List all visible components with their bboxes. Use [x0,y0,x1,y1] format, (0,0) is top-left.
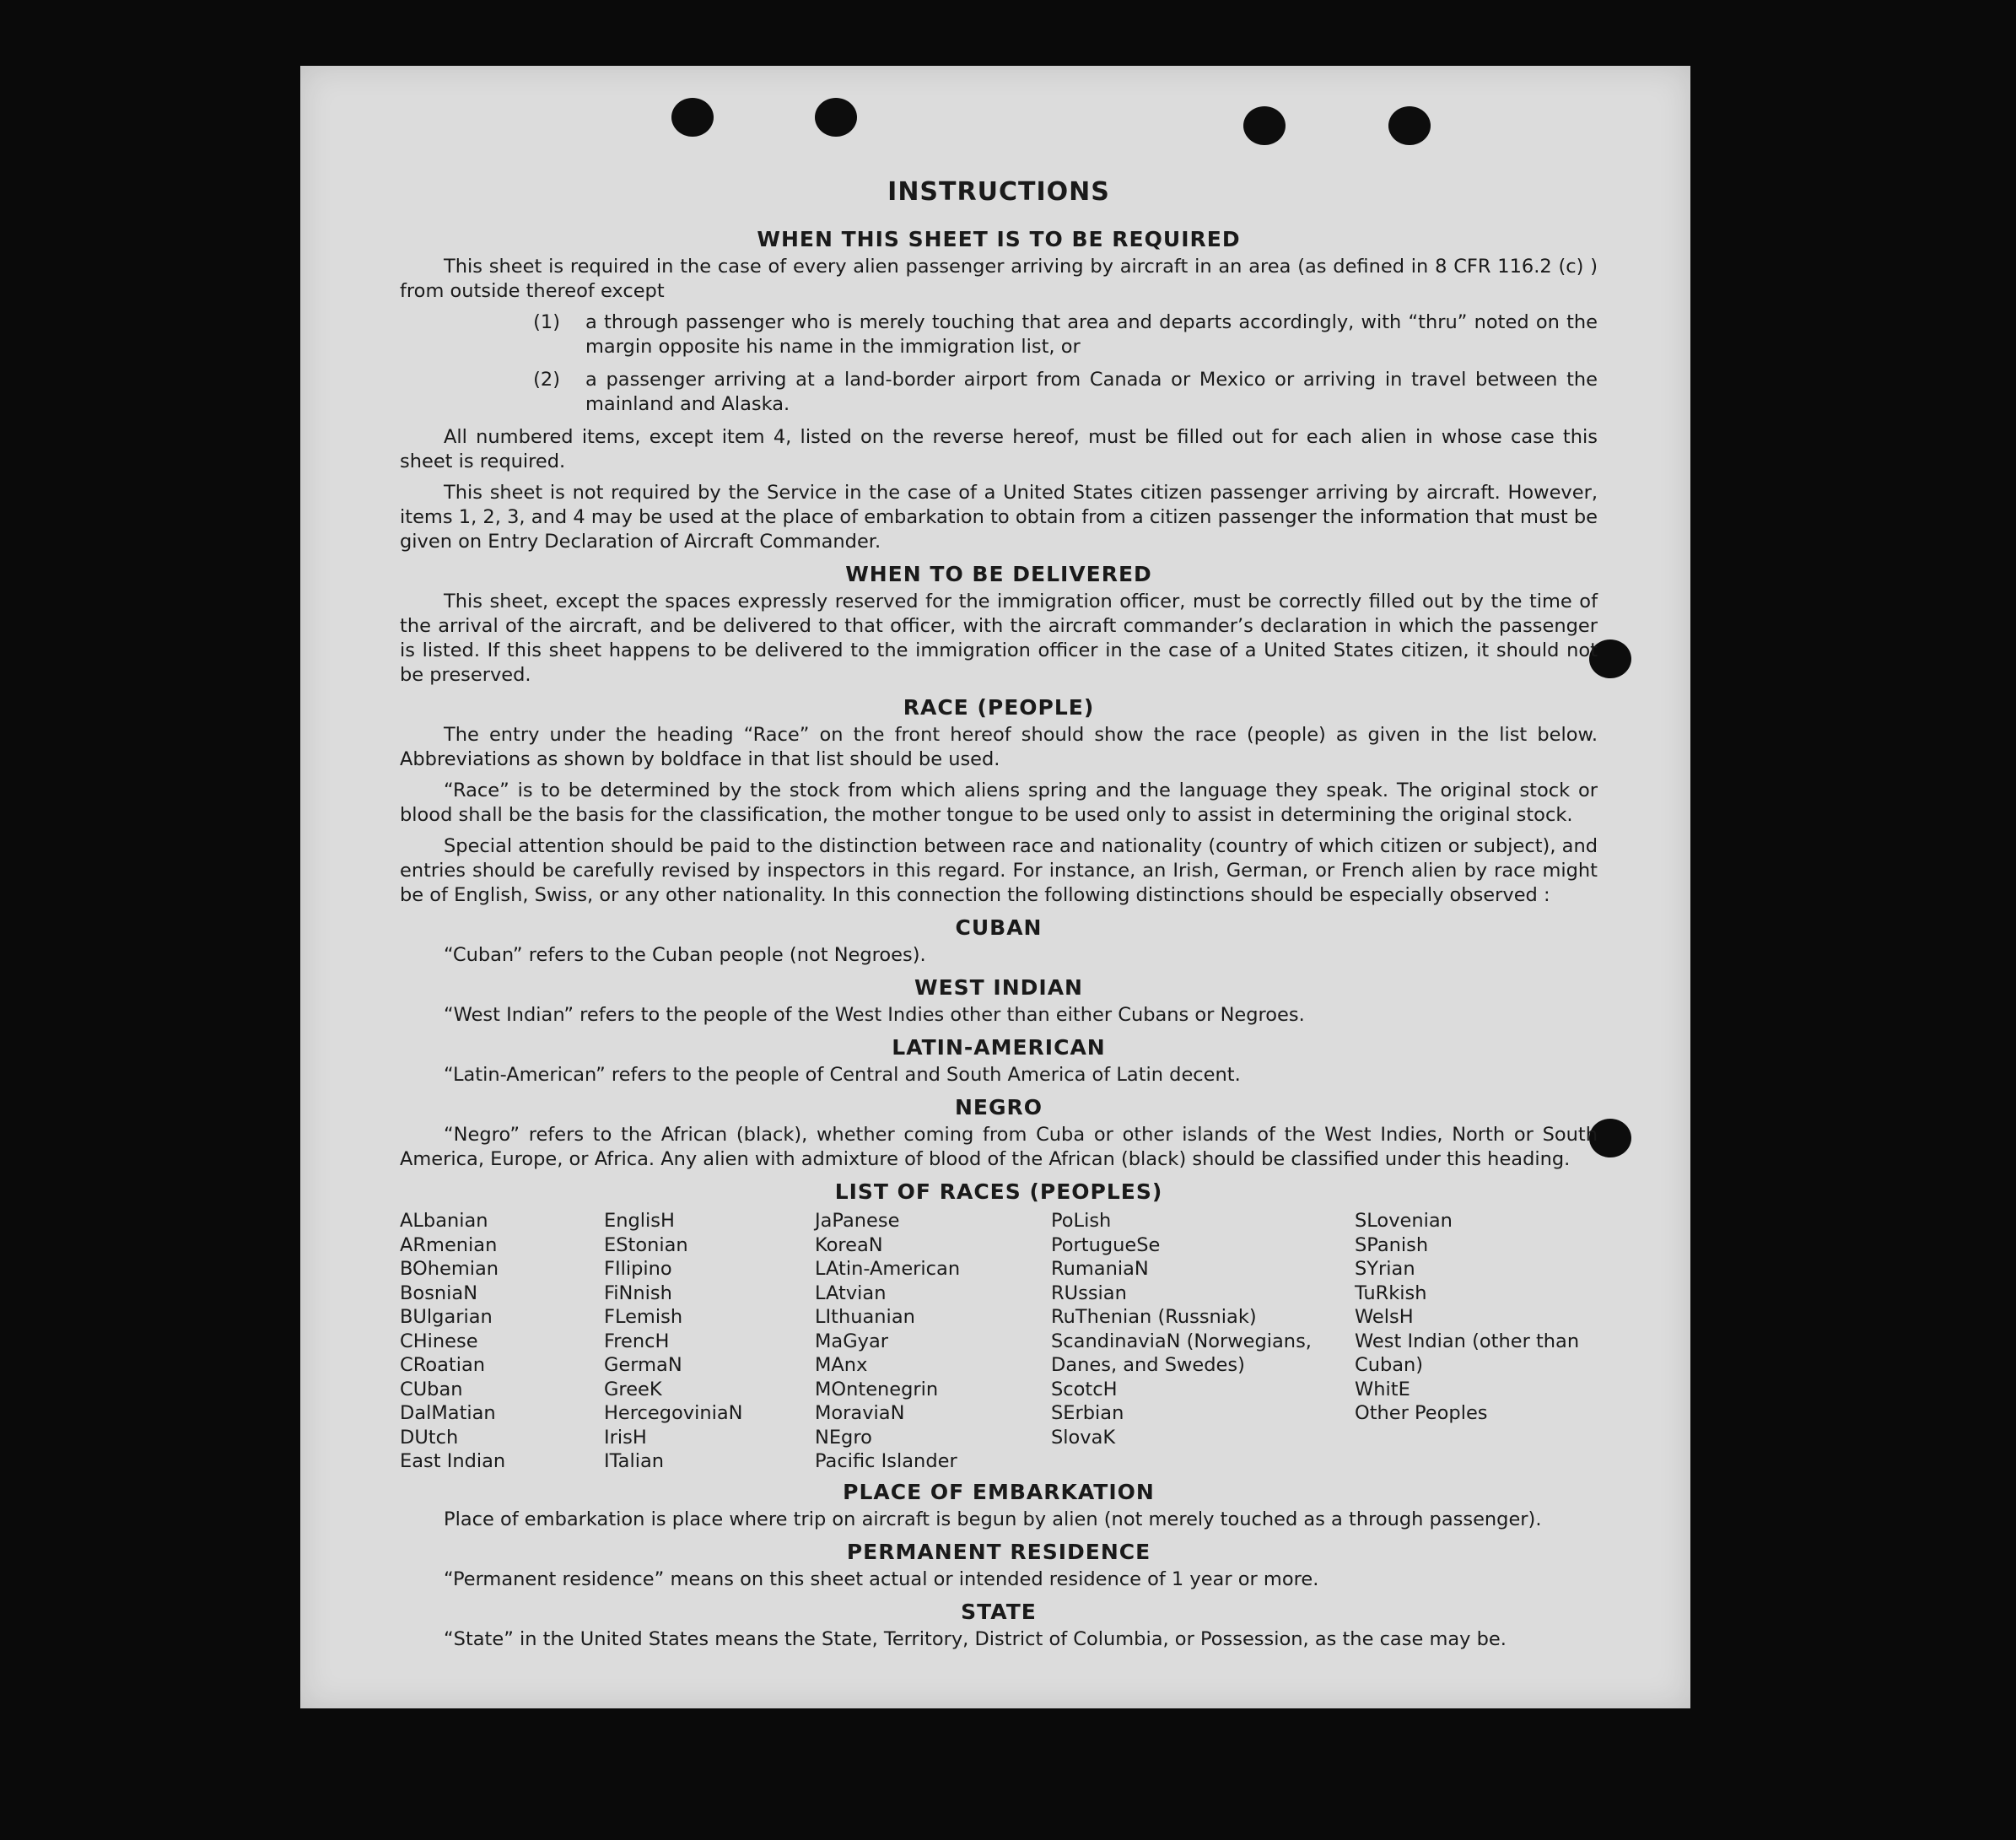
race-entry: East Indian [400,1450,506,1472]
race-entry: BUlgarian [400,1306,493,1328]
section-heading-embarkation: PLACE OF EMBARKATION [843,1479,1155,1504]
section-heading-residence: PERMANENT RESIDENCE [846,1539,1151,1564]
race-entry: RuThenian (Russniak) [1051,1306,1257,1328]
punch-hole [1243,106,1286,145]
race-entry: WelsH [1355,1306,1414,1328]
races-column [604,1209,815,1474]
cuban-text: “Cuban” refers to the Cuban people (not Negroes). [444,944,926,966]
exception-item: (1) a through passenger who is merely touching that area and departs accordingly, with “thru” noted on the margin opposite his name in the immigration list, or [533,311,1598,358]
race-entry: FrencH [604,1330,670,1352]
west-indian-text: “West Indian” refers to the people of the West Indies other than either Cubans or Negroes. [444,1004,1305,1026]
race-entry: LAtin-American [815,1258,961,1280]
punch-hole [671,98,714,137]
races-column [1051,1209,1355,1474]
punch-hole [815,98,857,137]
page-title: INSTRUCTIONS [887,177,1110,207]
required-p2: All numbered items, except item 4, listed on the reverse hereof, must be filled out for each alien in whose case this sheet is required. [400,426,1598,472]
race-entry: FIlipino [604,1258,672,1280]
document-sheet [300,66,1690,1708]
race-entry: BOhemian [400,1258,499,1280]
race-entry: ScotcH [1051,1378,1118,1400]
required-p3: This sheet is not required by the Service in the case of a United States citizen passenger arriving by aircraft. However, items 1, 2, 3, and 4 may be used at the place of embarkation to obtain from a citizen passenger the information that must be given on Entry Declaration of Aircraft Commander. [400,482,1598,553]
race-entry: HercegoviniaN [604,1402,743,1424]
section-heading-west-indian: WEST INDIAN [914,975,1083,1000]
section-heading-negro: NEGRO [954,1095,1043,1120]
race-entry: DalMatian [400,1402,496,1424]
race-entry: WhitE [1355,1378,1410,1400]
race-entry: CHinese [400,1330,478,1352]
required-intro: This sheet is required in the case of every alien passenger arriving by aircraft in an area (as defined in 8 CFR 116.2 (c) ) from outside thereof except [400,256,1598,302]
embarkation-text: Place of embarkation is place where trip on aircraft is begun by alien (not merely touched as a through passenger). [444,1508,1542,1530]
residence-text: “Permanent residence” means on this sheet actual or intended residence of 1 year or more. [444,1568,1319,1590]
race-entry: BosniaN [400,1282,478,1304]
section-heading-cuban: CUBAN [955,915,1043,940]
race-entry: GreeK [604,1378,662,1400]
punch-hole [1388,106,1431,145]
race-entry: EStonian [604,1233,688,1256]
race-entry: FLemish [604,1306,683,1328]
race-p3: Special attention should be paid to the distinction between race and nationality (country of which citizen or subject), and entries should be carefully revised by inspectors in this regard. For instance, an Irish, German, or French alien by race might be of English, Swiss, or any other nationality. In this connection the following distinctions should be especially observed : [400,835,1598,906]
race-entry: SPanish [1355,1233,1429,1256]
races-column [400,1209,604,1474]
race-entry: ARmenian [400,1233,498,1256]
negro-text: “Negro” refers to the African (black), whether coming from Cuba or other islands of the West Indies, North or South America, Europe, or Africa. Any alien with admixture of blood of the African (black) should be classified under this heading. [400,1124,1598,1170]
state-text: “State” in the United States means the State, Territory, District of Columbia, or Possession, as the case may be. [444,1627,1507,1650]
latin-american-text: “Latin-American” refers to the people of Central and South America of Latin decent. [444,1064,1241,1086]
race-entry: Pacific Islander [815,1450,957,1472]
race-entry: RUssian [1051,1282,1127,1304]
race-entry: ITalian [604,1450,664,1472]
races-column [815,1209,1051,1474]
race-entry: EnglisH [604,1210,675,1232]
race-entry: PoLish [1051,1210,1112,1232]
race-entry: KoreaN [815,1233,883,1256]
race-entry: JaPanese [815,1210,900,1232]
section-heading-delivered: WHEN TO BE DELIVERED [845,562,1152,586]
race-entry: MOntenegrin [815,1378,939,1400]
race-entry: MAnx [815,1354,868,1376]
race-entry: IrisH [604,1426,647,1449]
race-entry: ALbanian [400,1210,488,1232]
races-column [1355,1209,1591,1474]
section-heading-state: STATE [961,1599,1037,1624]
race-entry: SlovaK [1051,1426,1116,1449]
race-entry: LIthuanian [815,1306,915,1328]
race-entry: SYrian [1355,1258,1415,1280]
race-entry: FiNnish [604,1282,672,1304]
race-entry: CRoatian [400,1354,486,1376]
race-p1: The entry under the heading “Race” on the front hereof should show the race (people) as given in the list below. Abbreviations as shown by boldface in that list should be used. [400,724,1598,770]
section-heading-race: RACE (PEOPLE) [903,695,1095,720]
exception-item: (2) a passenger arriving at a land-border airport from Canada or Mexico or arriving in travel between the mainland and Alaska. [533,369,1598,415]
list-of-races-heading: LIST OF RACES (PEOPLES) [834,1179,1163,1204]
section-heading-latin-american: LATIN-AMERICAN [892,1035,1106,1060]
delivered-text: This sheet, except the spaces expressly reserved for the immigration officer, must be correctly filled out by the time of the arrival of the aircraft, and be delivered to that officer, with the aircraft commander’s declaration in which the passenger is listed. If this sheet happens to be delivered to the immigration officer in the case of a United States citizen, it should not be preserved. [400,591,1598,686]
race-entry: ScandinaviaN (Norwegians, Danes, and Swedes) [1051,1330,1312,1376]
race-entry: West Indian (other than Cuban) [1355,1330,1580,1376]
race-entry: MoraviaN [815,1402,905,1424]
race-entry: LAtvian [815,1282,887,1304]
race-entry: GermaN [604,1354,682,1376]
race-entry: MaGyar [815,1330,888,1352]
race-entry: RumaniaN [1051,1258,1149,1280]
section-heading-required: WHEN THIS SHEET IS TO BE REQUIRED [757,227,1241,251]
races-list [400,1209,1598,1474]
race-entry: SLovenian [1355,1210,1453,1232]
instructions-content [400,167,1598,1659]
race-entry: PortugueSe [1051,1233,1161,1256]
race-entry: NEgro [815,1426,872,1449]
race-p2: “Race” is to be determined by the stock from which aliens spring and the language they speak. The original stock or blood shall be the basis for the classification, the mother tongue to be used only to assist in determining the original stock. [400,780,1598,826]
race-entry: DUtch [400,1426,459,1449]
race-entry: TuRkish [1355,1282,1427,1304]
race-entry: Other Peoples [1355,1402,1488,1424]
race-entry: CUban [400,1378,463,1400]
race-entry: SErbian [1051,1402,1124,1424]
